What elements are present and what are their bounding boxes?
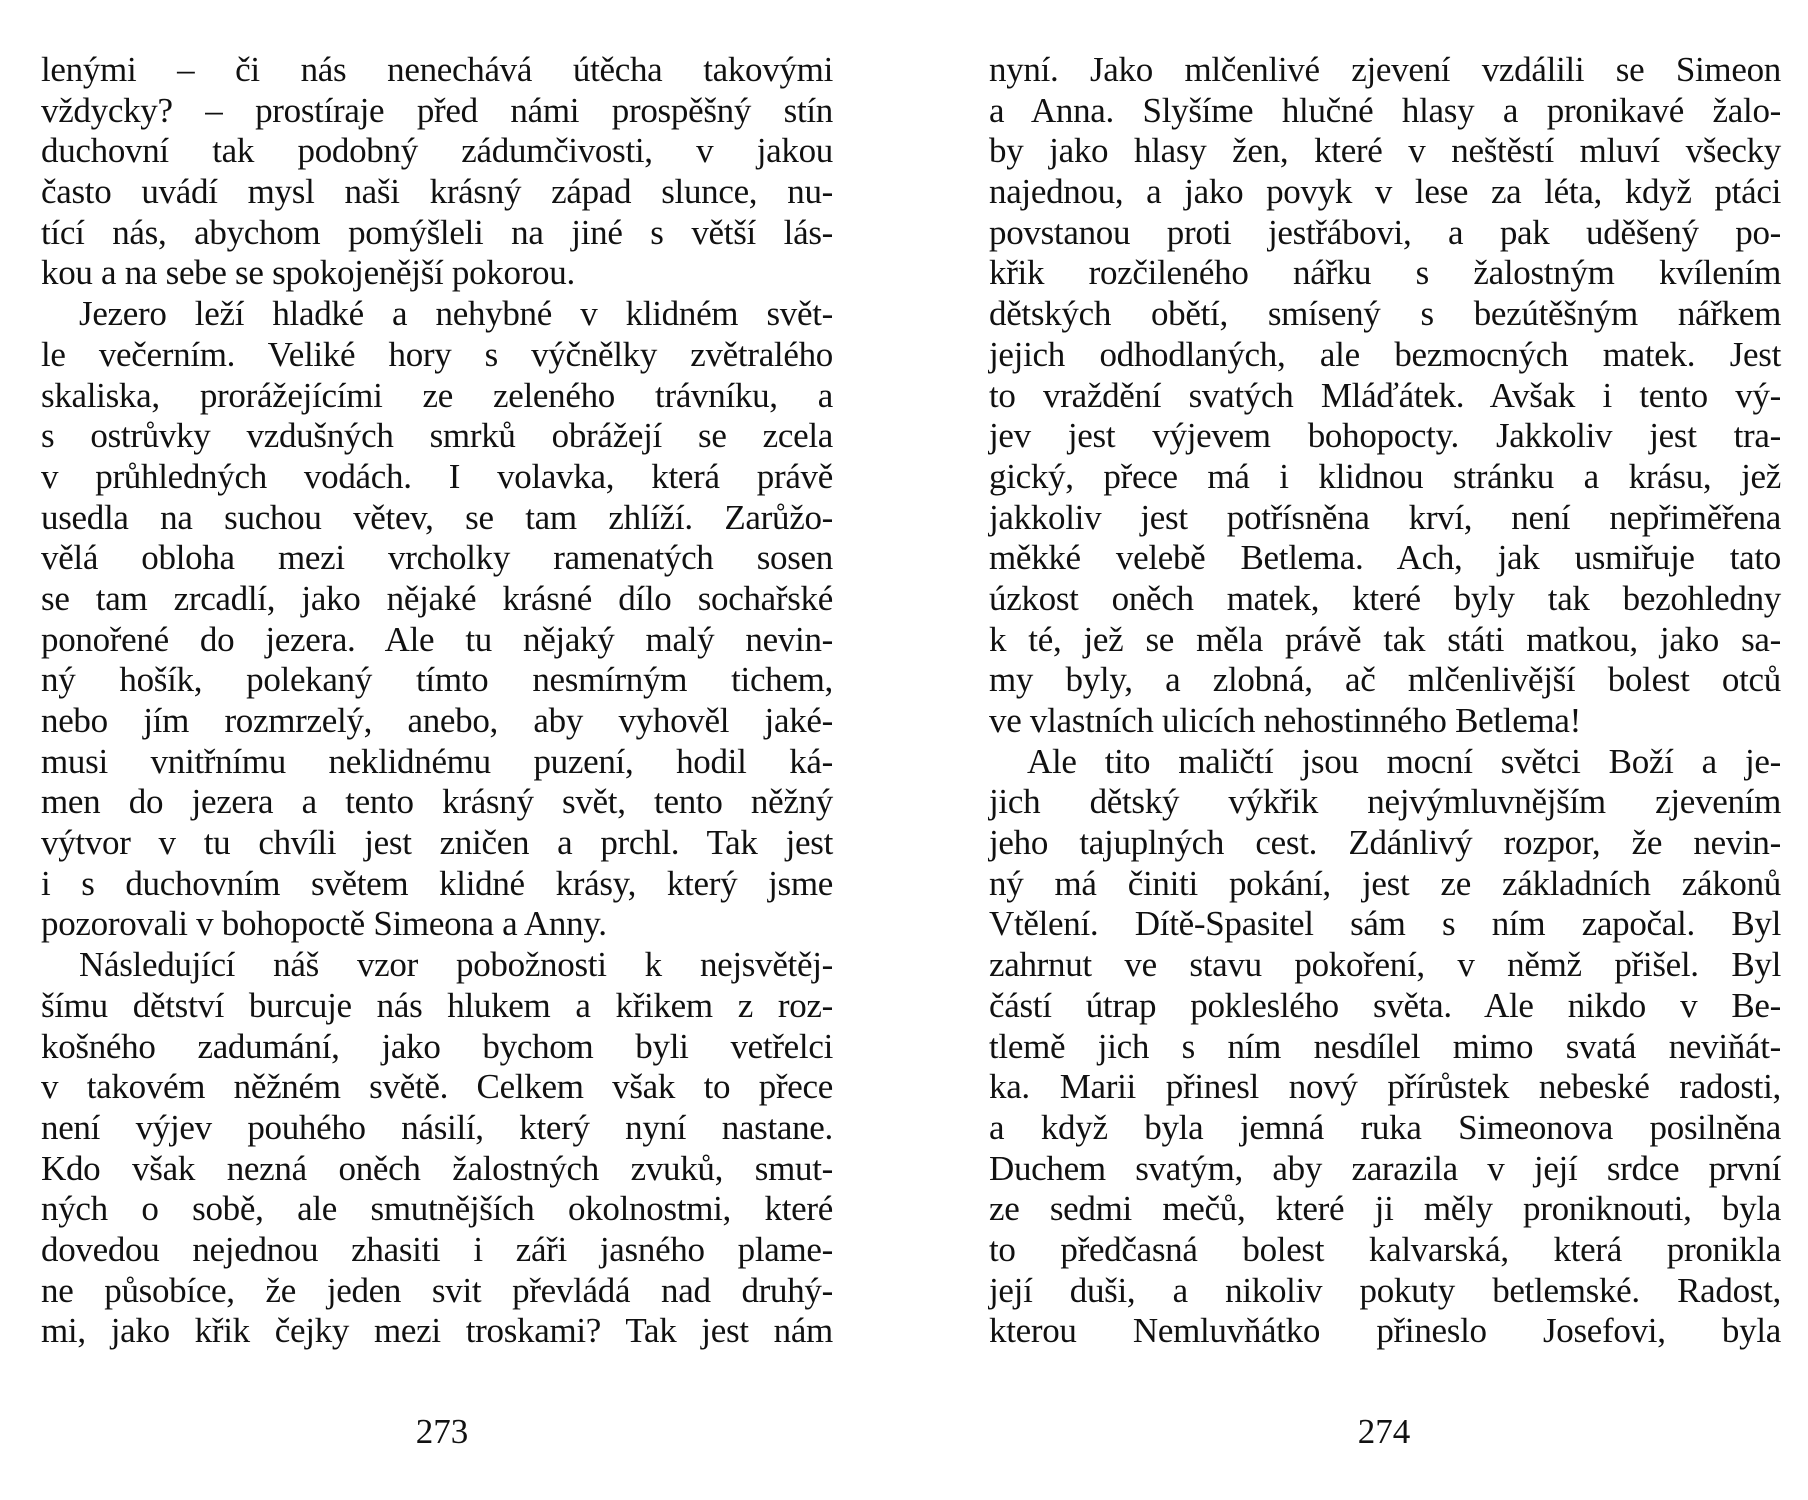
text-line: košného zadumání, jako bychom byli vetřelci xyxy=(41,1026,833,1066)
text-line: to předčasná bolest kalvarská, která pronikla xyxy=(989,1229,1781,1269)
text-line: ný hošík, polekaný tímto nesmírným tichem, xyxy=(41,660,833,700)
text-line: mi, jako křik čejky mezi troskami? Tak jest nám xyxy=(41,1311,833,1351)
text-line: se tam zrcadlí, jako nějaké krásné dílo sochařské xyxy=(41,578,833,618)
text-line: Vtělení. Dítě-Spasitel sám s ním započal. Byl xyxy=(989,904,1781,944)
page-number-left: 273 xyxy=(415,1412,469,1451)
text-line: ne působíce, že jeden svit převládá nad druhý- xyxy=(41,1270,833,1310)
text-line: výtvor v tu chvíli jest zničen a prchl. Tak jest xyxy=(41,823,833,863)
text-line: Jezero leží hladké a nehybné v klidném svět- xyxy=(79,294,833,334)
text-line: musi vnitřnímu neklidnému puzení, hodil ká- xyxy=(41,741,833,781)
text-line: jejich odhodlaných, ale bezmocných matek. Jest xyxy=(989,334,1781,374)
text-line: v takovém něžném světě. Celkem však to přece xyxy=(41,1067,833,1107)
text-line: ponořené do jezera. Ale tu nějaký malý nevin- xyxy=(41,619,833,659)
text-line: povstanou proti jestřábovi, a pak uděšený po- xyxy=(989,212,1781,252)
text-line: ný má činiti pokání, jest ze základních zákonů xyxy=(989,863,1781,903)
text-line: duchovní tak podobný zádumčivosti, v jakou xyxy=(41,131,833,171)
text-line: i s duchovním světem klidné krásy, který jsme xyxy=(41,863,833,903)
text-line: ka. Marii přinesl nový přírůstek nebeské radosti, xyxy=(989,1067,1781,1107)
text-line: částí útrap pokleslého světa. Ale nikdo v Be- xyxy=(989,985,1781,1025)
text-line: ze sedmi mečů, které ji měly proniknouti, byla xyxy=(989,1189,1781,1229)
text-line: křik rozčileného nářku s žalostným kvílením xyxy=(989,253,1781,293)
text-line: Následující náš vzor pobožnosti k nejsvětěj- xyxy=(79,945,833,985)
text-line: kou a na sebe se spokojenější pokorou. xyxy=(41,253,575,293)
text-line: v průhledných vodách. I volavka, která právě xyxy=(41,456,833,496)
text-line: usedla na suchou větev, se tam zhlíží. Zarůžo- xyxy=(41,497,833,537)
text-line: jeho tajuplných cest. Zdánlivý rozpor, že nevin- xyxy=(989,823,1781,863)
text-line: my byly, a zlobná, ač mlčenlivější bolest otců xyxy=(989,660,1781,700)
text-line: najednou, a jako povyk v lese za léta, když ptáci xyxy=(989,172,1781,212)
page-number-right: 274 xyxy=(1357,1412,1411,1451)
text-line: skaliska, prorážejícími ze zeleného trávníku, a xyxy=(41,375,833,415)
text-line: nebo jím rozmrzelý, anebo, aby vyhověl jaké- xyxy=(41,701,833,740)
text-line: jakkoliv jest potřísněna krví, není nepřiměřena xyxy=(989,497,1781,537)
text-line: by jako hlasy žen, které v neštěstí mluví všecky xyxy=(989,131,1781,171)
text-line: pozorovali v bohopoctě Simeona a Anny. xyxy=(41,904,607,944)
text-line: le večerním. Veliké hory s výčnělky zvětralého xyxy=(41,334,833,374)
text-line: k té, jež se měla právě tak státi matkou, jako sa- xyxy=(989,619,1781,659)
text-line: kterou Nemluvňátko přineslo Josefovi, byla xyxy=(989,1311,1781,1351)
text-line: měkké velebě Betlema. Ach, jak usmiřuje tato xyxy=(989,538,1781,578)
text-line: jich dětský výkřik nejvýmluvnějším zjevením xyxy=(989,782,1781,822)
text-line: úzkost oněch matek, které byly tak bezohledny xyxy=(989,578,1781,618)
text-line: ve vlastních ulicích nehostinného Betlema! xyxy=(989,701,1581,740)
text-line: a když byla jemná ruka Simeonova posilněna xyxy=(989,1107,1781,1147)
text-line: to vraždění svatých Mláďátek. Avšak i tento vý- xyxy=(989,375,1781,415)
text-line: tlemě jich s ním nesdílel mimo svatá neviňát- xyxy=(989,1026,1781,1066)
text-line: ných o sobě, ale smutnějších okolnostmi, které xyxy=(41,1189,833,1229)
text-line: vždycky? – prostíraje před námi prospěšný stín xyxy=(41,90,833,130)
text-line: nyní. Jako mlčenlivé zjevení vzdálili se Simeon xyxy=(989,50,1781,89)
text-line: tící nás, abychom pomýšleli na jiné s větší lás- xyxy=(41,212,833,252)
text-line: zahrnut ve stavu pokoření, v němž přišel. Byl xyxy=(989,945,1781,985)
text-line: šímu dětství burcuje nás hlukem a křikem z roz- xyxy=(41,985,833,1025)
text-line: její duši, a nikoliv pokuty betlemské. Radost, xyxy=(989,1270,1781,1310)
text-line: není výjev pouhého násilí, který nyní nastane. xyxy=(41,1107,833,1147)
text-line: gický, přece má i klidnou stránku a krásu, jež xyxy=(989,456,1781,496)
text-line: vělá obloha mezi vrcholky ramenatých sosen xyxy=(41,538,833,578)
text-line: s ostrůvky vzdušných smrků obrážejí se zcela xyxy=(41,416,833,456)
text-line: Kdo však nezná oněch žalostných zvuků, smut- xyxy=(41,1148,833,1188)
text-line: Ale tito maličtí jsou mocní světci Boží a je- xyxy=(1027,741,1781,781)
text-line: lenými – či nás nenechává útěcha takovými xyxy=(41,50,833,89)
left-page-text xyxy=(41,50,833,1352)
text-line: a Anna. Slyšíme hlučné hlasy a pronikavé žalo- xyxy=(989,90,1781,130)
text-line: men do jezera a tento krásný svět, tento něžný xyxy=(41,782,833,822)
text-line: Duchem svatým, aby zarazila v její srdce první xyxy=(989,1148,1781,1188)
right-page-text xyxy=(989,50,1781,1352)
text-line: často uvádí mysl naši krásný západ slunce, nu- xyxy=(41,172,833,212)
text-line: dovedou nejednou zhasiti i záři jasného plame- xyxy=(41,1229,833,1269)
text-line: jev jest výjevem bohopocty. Jakkoliv jest tra- xyxy=(989,416,1781,456)
text-line: dětských obětí, smísený s bezútěšným nářkem xyxy=(989,294,1781,334)
